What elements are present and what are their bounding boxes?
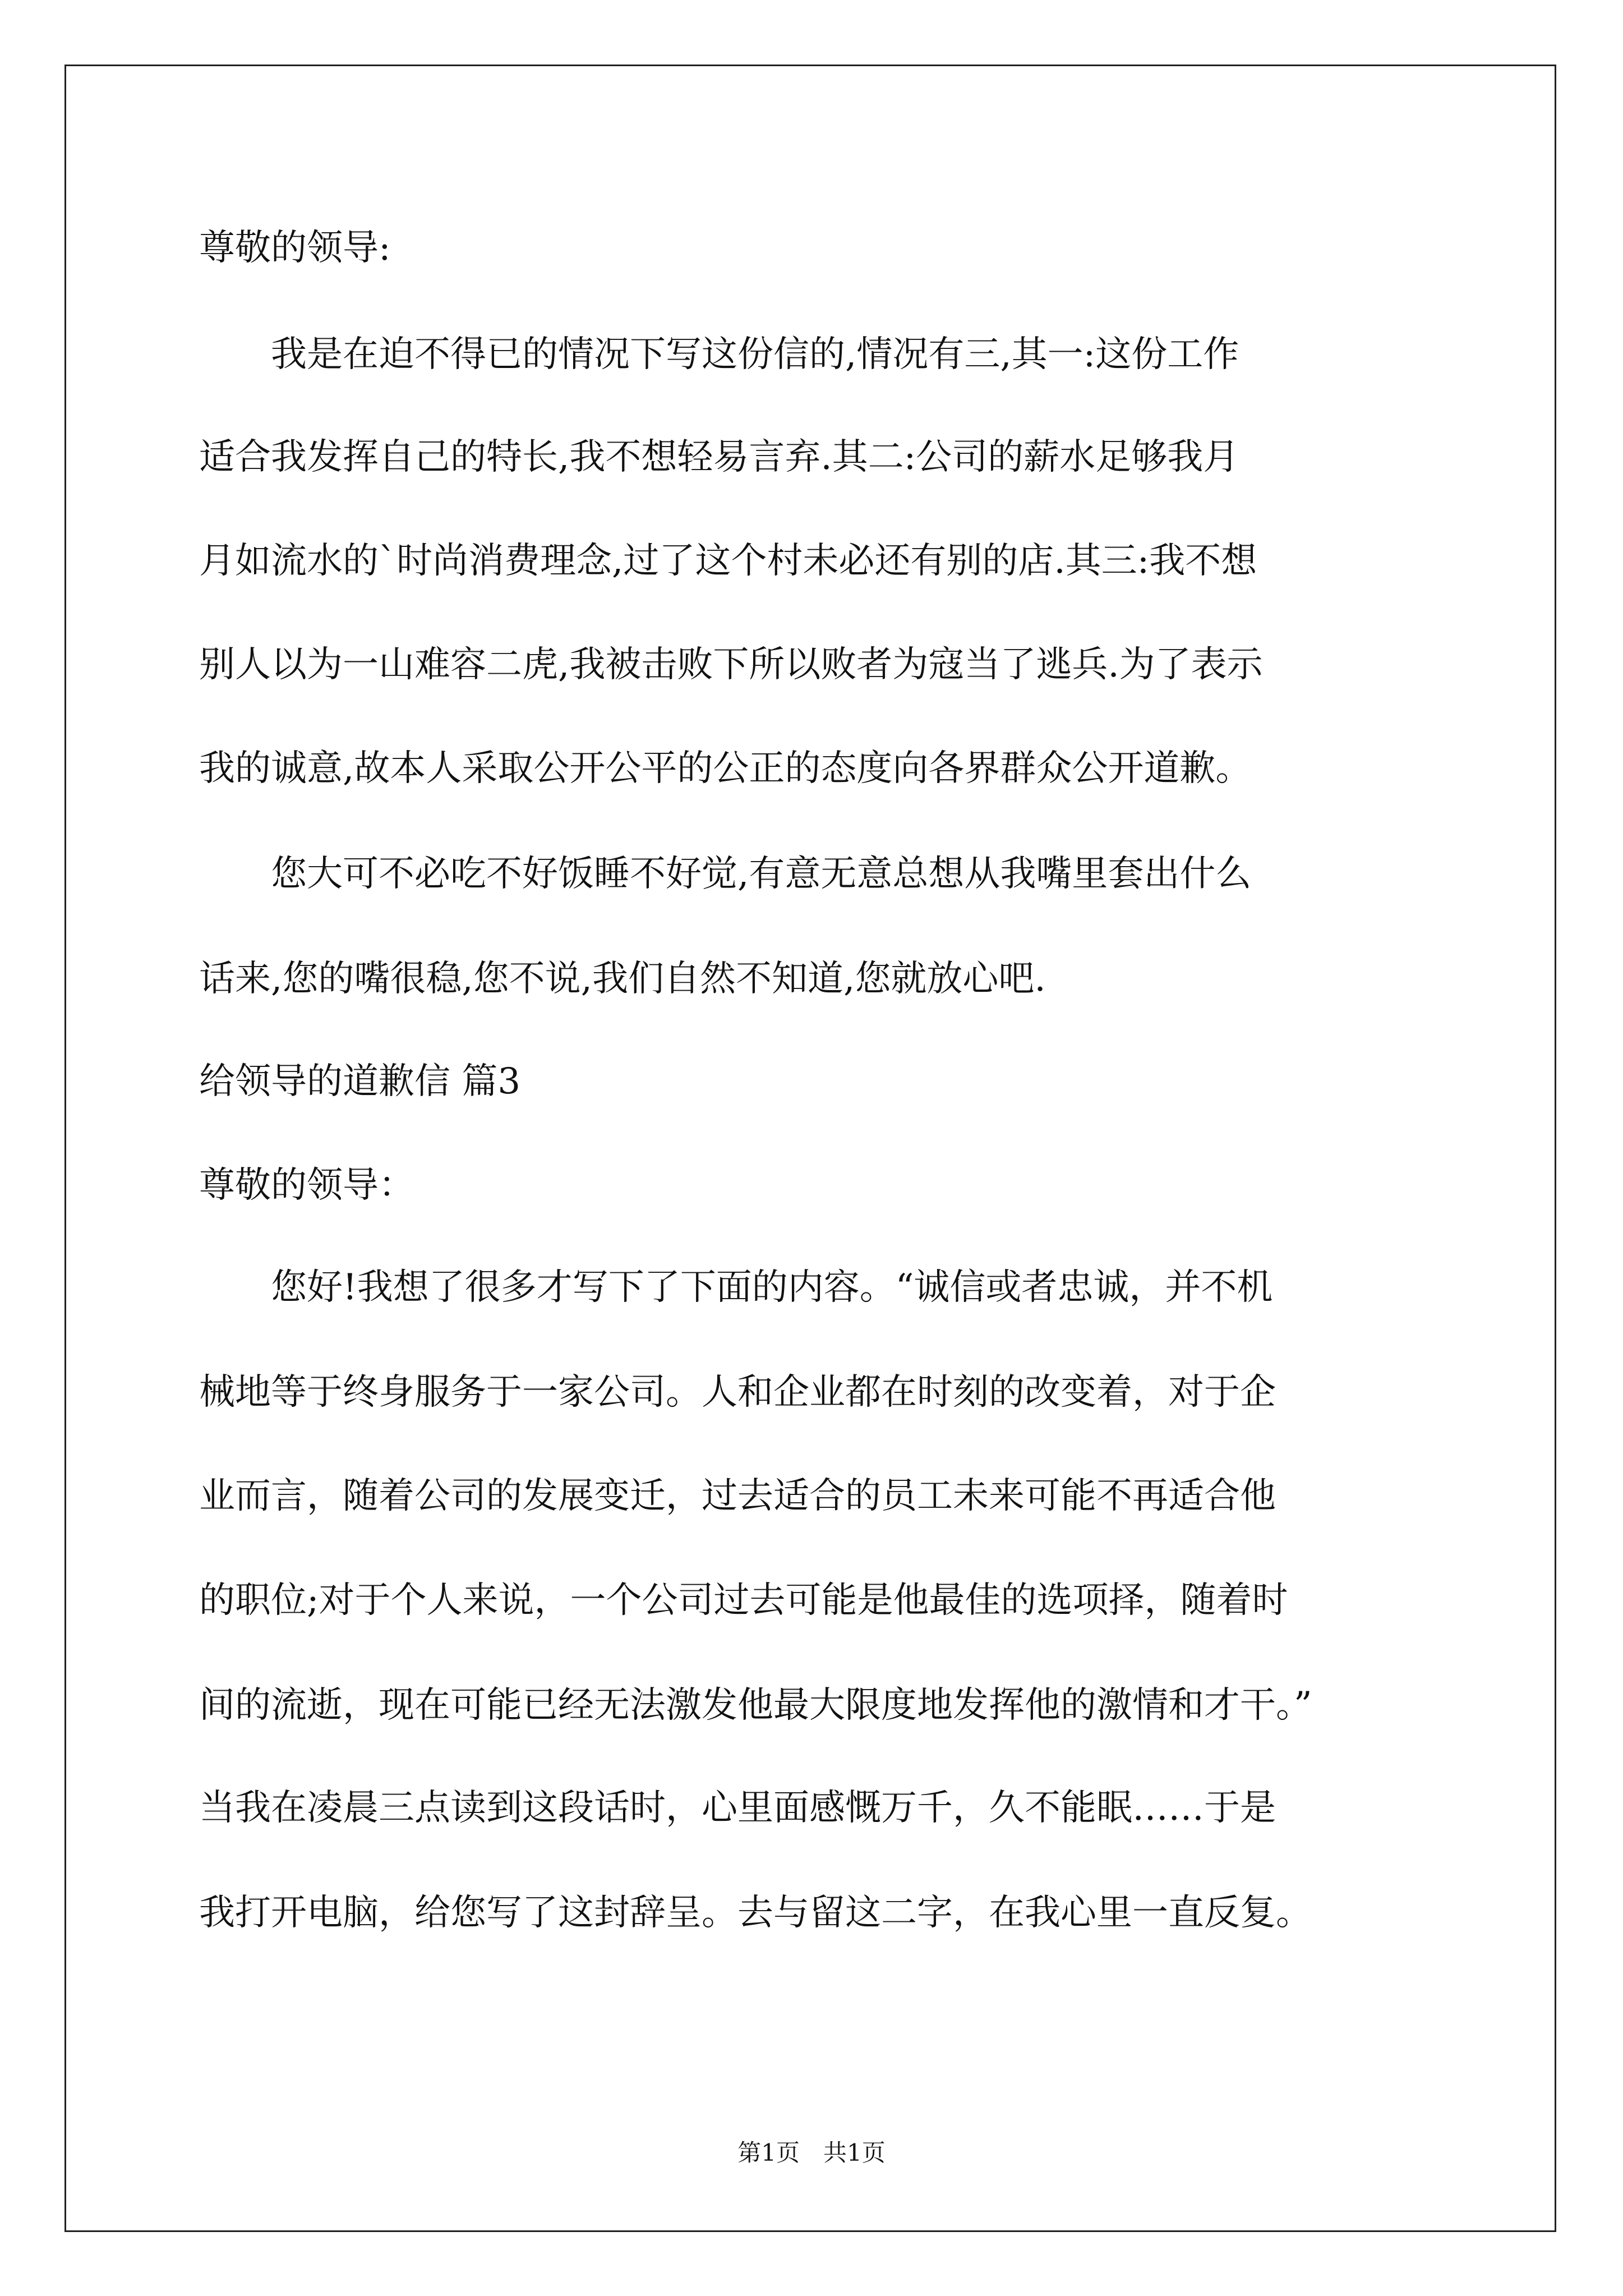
section-heading: 给领导的道歉信 篇3 <box>199 1061 521 1102</box>
page-footer: 第1页 共1页 <box>737 2139 886 2166</box>
paragraph-line: 我打开电脑，给您写了这封辞呈。去与留这二字，在我心里一直反复。 <box>199 1892 1312 1934</box>
paragraph-line: 月如流水的`时尚消费理念,过了这个村未必还有别的店.其三:我不想 <box>199 540 1257 582</box>
paragraph-line: 业而言，随着公司的发展变迁，过去适合的员工未来可能不再适合他 <box>199 1475 1276 1517</box>
salutation: 尊敬的领导： <box>199 1165 414 1206</box>
paragraph-line: 的职位;对于个人来说，一个公司过去可能是他最佳的选项择，随着时 <box>199 1580 1288 1621</box>
paragraph-line: 间的流逝，现在可能已经无法激发他最大限度地发挥他的激情和才干。” <box>199 1685 1312 1726</box>
paragraph-line: 我是在迫不得已的情况下写这份信的,情况有三,其一:这份工作 <box>199 334 1239 375</box>
paragraph-line: 别人以为一山难容二虎,我被击败下所以败者为寇当了逃兵.为了表示 <box>199 644 1263 685</box>
paragraph-line: 话来,您的嘴很稳,您不说,我们自然不知道,您就放心吧. <box>199 958 1046 1000</box>
paragraph-line: 我的诚意,故本人采取公开公平的公正的态度向各界群众公开道歉。 <box>199 748 1252 789</box>
paragraph-line: 您好!我想了很多才写下了下面的内容。“诚信或者忠诚，并不机 <box>199 1267 1273 1308</box>
salutation: 尊敬的领导: <box>199 227 391 269</box>
paragraph-line: 械地等于终身服务于一家公司。人和企业都在时刻的改变着，对于企 <box>199 1372 1276 1413</box>
paragraph-line: 适合我发挥自己的特长,我不想轻易言弃.其二:公司的薪水足够我月 <box>199 436 1239 478</box>
paragraph-line: 您大可不必吃不好饭睡不好觉,有意无意总想从我嘴里套出什么 <box>199 853 1252 895</box>
paragraph-line: 当我在凌晨三点读到这段话时，心里面感慨万千，久不能眠……于是 <box>199 1787 1276 1829</box>
